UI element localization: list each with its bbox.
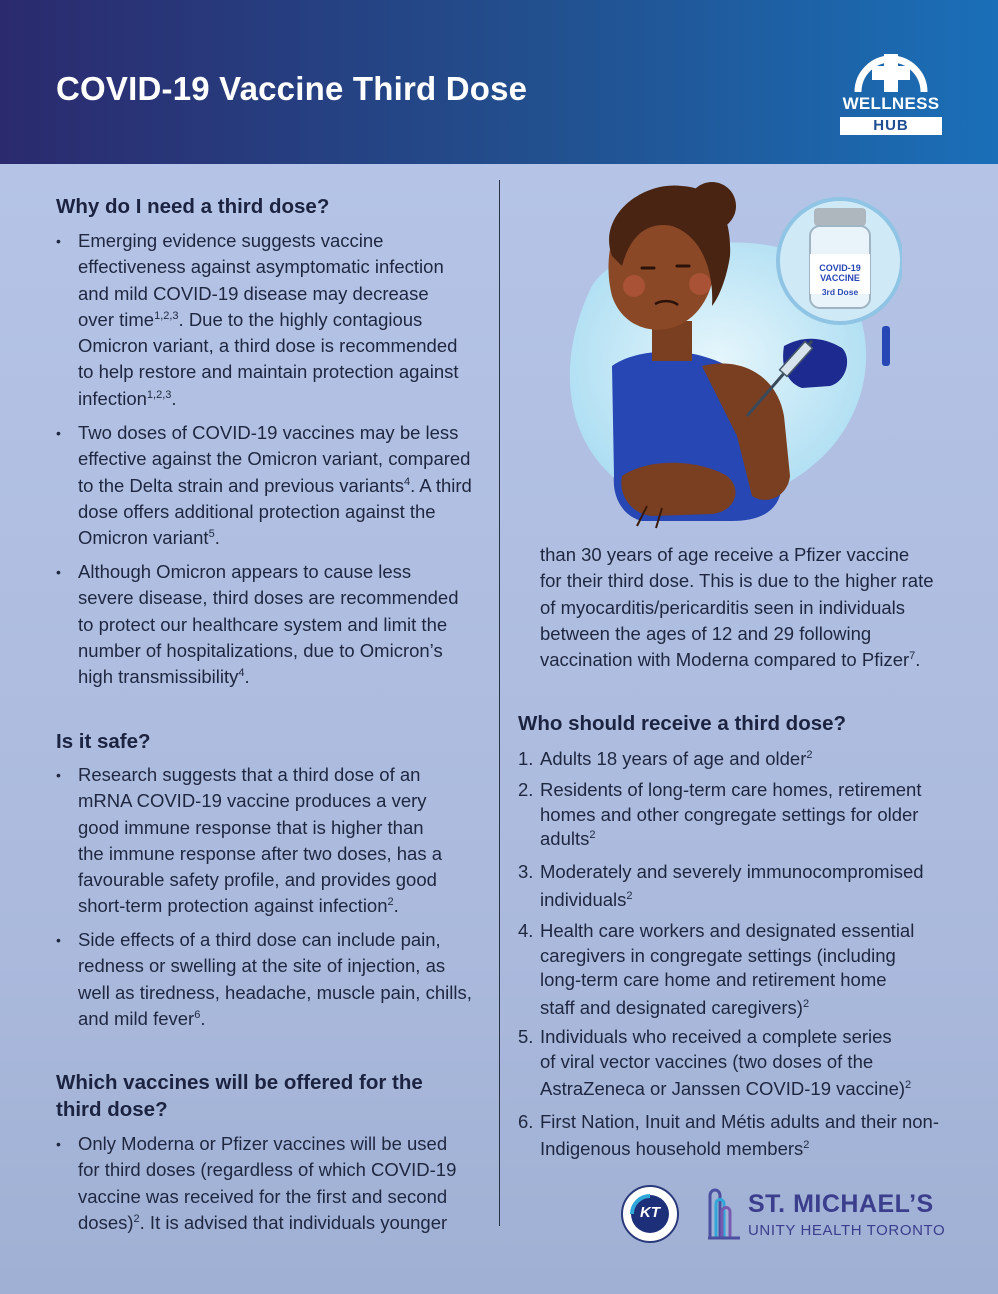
list-item-adults-18: 1. Adults 18 years of age and older$^2$: [518, 748, 813, 769]
bullet-moderna-or-pfizer: • Only Moderna or Pfizer vaccines will be used for third doses (regardless of which COVID-19 vaccine was received for the first and second doses)$^2$. It is advised that individuals younger: [56, 1133, 457, 1233]
vaccine-illustration: [552, 176, 902, 546]
page-header: [0, 0, 998, 164]
paragraph-pfizer-under-30: than 30 years of age receive a Pfizer vaccine for their third dose. This is due to the higher rate of myocarditis/pericarditis seen in individuals between the ages of 12 and 29 following vaccination with Moderna compared to Pfizer$^7$.: [540, 544, 934, 671]
list-item-viral-vector-recipients: 5. Individuals who received a complete series of viral vector vaccines (two doses of the AstraZeneca or Janssen COVID-19 vaccine)$^2$: [518, 1026, 912, 1099]
kt-logo-letters: KT: [640, 1204, 660, 1221]
bullet-side-effects: • Side effects of a third dose can include pain, redness or swelling at the site of injection, as well as tiredness, headache, muscle pain, chills, and mild fever$^6$.: [56, 929, 472, 1029]
page-title: COVID-19 Vaccine Third Dose: [56, 70, 528, 107]
bullet-dot-icon: •: [56, 1136, 61, 1152]
heading-is-it-safe: Is it safe?: [56, 730, 151, 753]
bullet-two-doses-less-effective: • Two doses of COVID-19 vaccines may be less effective against the Omicron variant, compared to the Delta strain and previous variants$^4$. A third dose offers additional protection against the Omicron variant$^5$.: [56, 422, 472, 549]
bullet-dot-icon: •: [56, 425, 61, 441]
list-item-health-care-workers: 4. Health care workers and designated essential caregivers in congregate settings (including long-term care home and retirement home staff and designated caregivers)$^2$: [518, 920, 915, 1018]
bullet-dot-icon: •: [56, 767, 61, 783]
bullet-research-suggests: • Research suggests that a third dose of an mRNA COVID-19 vaccine produces a very good immune response that is higher than the immune response after two doses, has a favourable safety profile, and provides good short-term protection against infection$^2$.: [56, 764, 443, 917]
bullet-omicron-less-severe: • Although Omicron appears to cause less severe disease, third doses are recommended to protect our healthcare system and limit the number of hospitalizations, due to Omicron’s high transmissibility$^4$.: [56, 561, 459, 688]
bullet-dot-icon: •: [56, 233, 61, 249]
person-receiving-vaccine-illustration: [552, 176, 902, 546]
org-name: ST. MICHAEL’S: [748, 1190, 934, 1218]
medical-cross-icon: [852, 40, 930, 94]
heading-who-should-receive: Who should receive a third dose?: [518, 712, 847, 735]
bullet-dot-icon: •: [56, 564, 61, 580]
bullet-emerging-evidence: • Emerging evidence suggests vaccine effectiveness against asymptomatic infection and mild COVID-19 disease may decrease over time$^{1,2,3}$. Due to the highly contagious Omicron variant, a third dose is recommended to help restore and maintain protection against infection$^{1,2,3}$.: [56, 230, 459, 409]
heading-why-third-dose: Why do I need a third dose?: [56, 195, 330, 218]
logo-text-wellness: WELLNESS: [842, 94, 940, 113]
column-divider: [499, 180, 500, 1226]
vial-label: COVID-19 VACCINE 3rd Dose: [819, 263, 861, 297]
list-item-immunocompromised: 3. Moderately and severely immunocompromised individuals$^2$: [518, 861, 924, 910]
list-item-first-nation-inuit-metis: 6. First Nation, Inuit and Métis adults and their non- Indigenous household members$^2$: [518, 1111, 939, 1159]
list-item-long-term-care-residents: 2. Residents of long-term care homes, retirement homes and other congregate settings for older adults$^2$: [518, 779, 922, 849]
st-michaels-mark-icon: [704, 1184, 744, 1242]
logo-text-hub: HUB: [840, 117, 942, 135]
bullet-dot-icon: •: [56, 932, 61, 948]
org-subtitle: UNITY HEALTH TORONTO: [748, 1222, 946, 1239]
heading-which-vaccines: Which vaccines will be offered for the third dose?: [56, 1071, 423, 1121]
footer-logos: [620, 1180, 950, 1244]
wellness-hub-logo: [838, 40, 944, 136]
